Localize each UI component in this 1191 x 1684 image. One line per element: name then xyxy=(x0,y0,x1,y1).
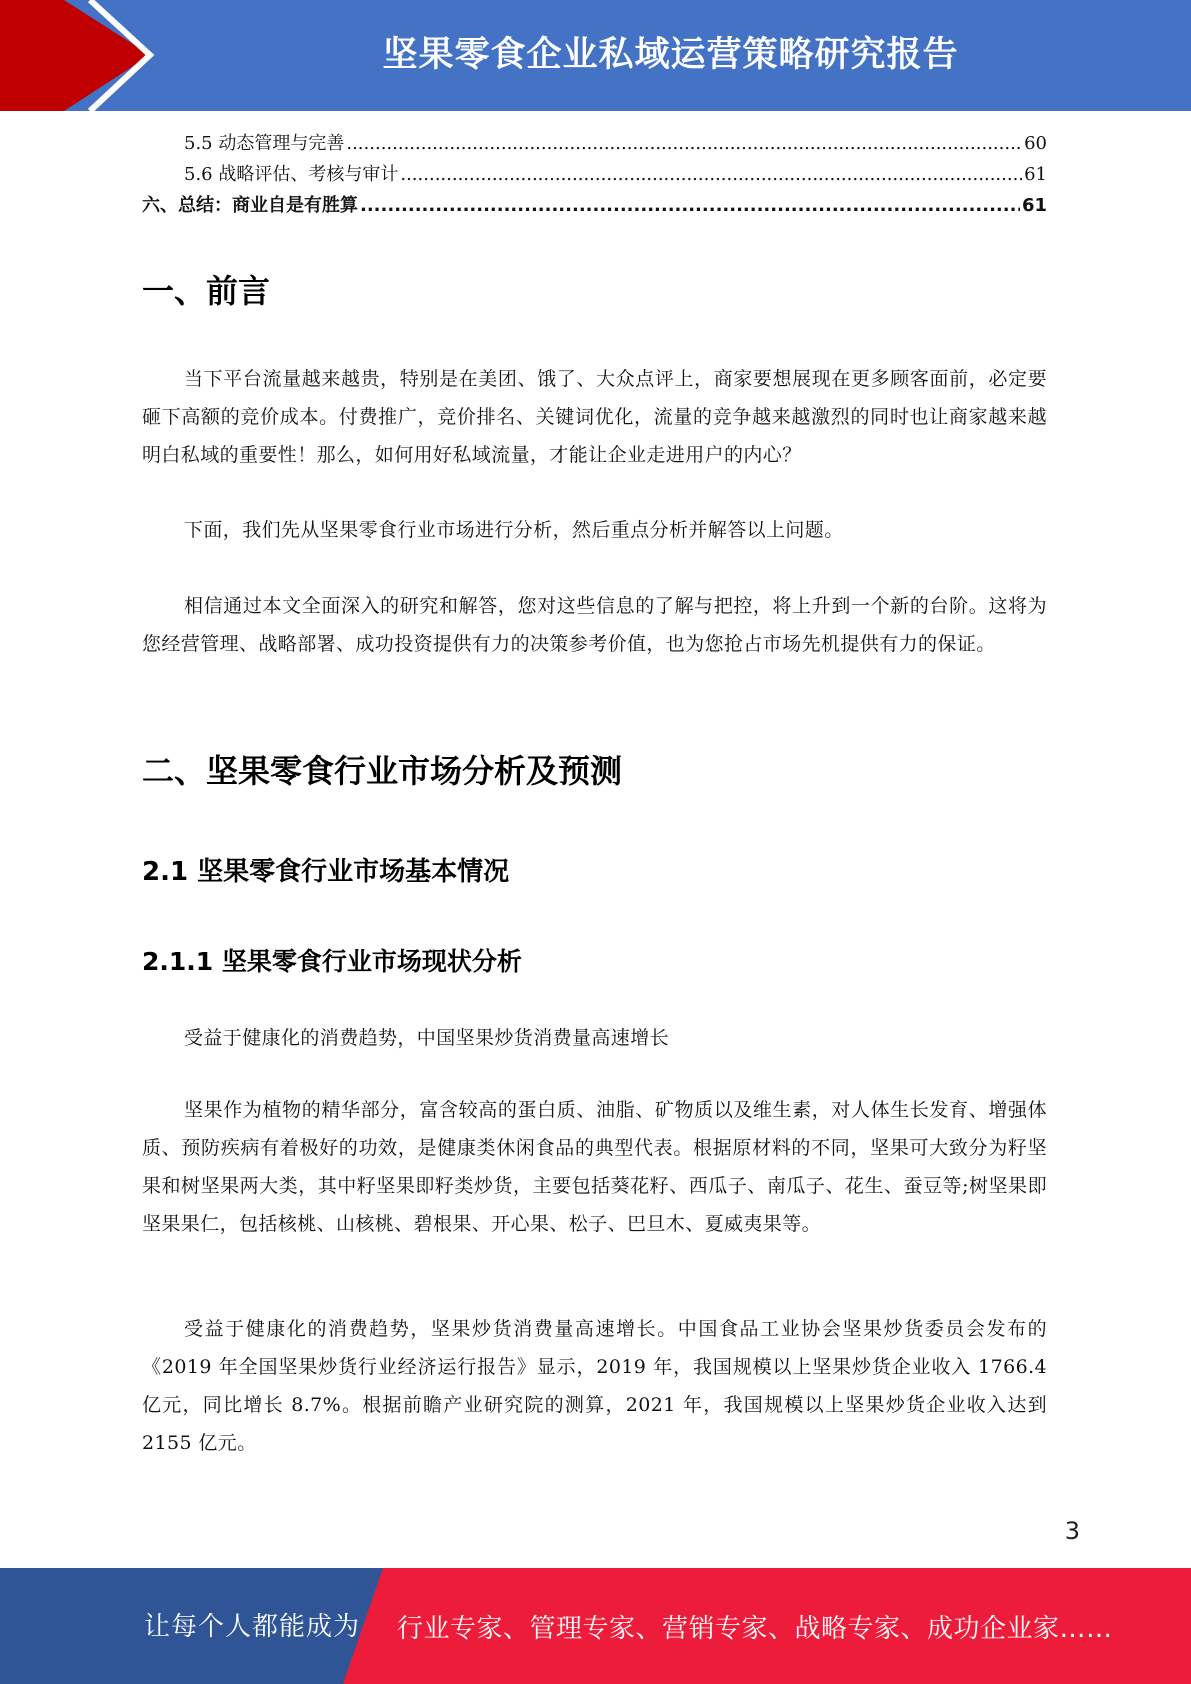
footer-slogan-left: 让每个人都能成为 xyxy=(144,1612,361,1642)
body-paragraph: 受益于健康化的消费趋势，坚果炒货消费量高速增长。中国食品工业协会坚果炒货委员会发布的《2019 年全国坚果炒货行业经济运行报告》显示，2019 年，我国规模以上坚果炒货企业收入 1766.4 亿元，同比增长 8.7%。根据前瞻产业研究院的测算，2021 年，我国规模以上坚果炒货企业收入达到 2155 亿元。 xyxy=(142,1318,1047,1454)
body-paragraph: 当下平台流量越来越贵，特别是在美团、饿了、大众点评上，商家要想展现在更多顾客面前，必定要砸下高额的竞价成本。付费推广，竞价排名、关键词优化，流量的竞争越来越激烈的同时也让商家越来越明白私域的重要性！那么，如何用好私域流量，才能让企业走进用户的内心？ xyxy=(142,368,1047,466)
toc-leader-dots xyxy=(360,195,1020,216)
toc-entry-page: 61 xyxy=(1024,164,1047,185)
toc-entry-page: 60 xyxy=(1024,133,1047,154)
body-paragraph: 相信通过本文全面深入的研究和解答，您对这些信息的了解与把控，将上升到一个新的台阶。这将为您经营管理、战略部署、成功投资提供有力的决策参考价值，也为您抢占市场先机提供有力的保证。 xyxy=(142,595,1047,655)
toc-entry-page: 61 xyxy=(1021,195,1047,216)
toc-entry[interactable] xyxy=(142,129,1047,160)
section-heading-market: 二、坚果零食行业市场分析及预测 xyxy=(142,752,623,790)
body-paragraph: 下面，我们先从坚果零食行业市场进行分析，然后重点分析并解答以上问题。 xyxy=(184,519,844,541)
report-title: 坚果零食企业私域运营策略研究报告 xyxy=(382,35,959,75)
footer-slogan-right: 行业专家、管理专家、营销专家、战略专家、成功企业家…… xyxy=(397,1614,1113,1644)
toc-entry[interactable] xyxy=(142,191,1047,222)
toc-entry-label: 5.5 动态管理与完善 xyxy=(184,133,345,154)
subsubsection-heading: 2.1.1 坚果零食行业市场现状分析 xyxy=(142,947,522,976)
toc-entry-label: 5.6 战略评估、考核与审计 xyxy=(184,164,399,185)
page-footer xyxy=(0,1568,1191,1684)
page-header xyxy=(0,0,1191,111)
subsection-heading: 2.1 坚果零食行业市场基本情况 xyxy=(142,857,510,887)
body-paragraph: 坚果作为植物的精华部分，富含较高的蛋白质、油脂、矿物质以及维生素，对人体生长发育、增强体质、预防疾病有着极好的功效，是健康类休闲食品的典型代表。根据原材料的不同，坚果可大致分为籽坚果和树坚果两大类，其中籽坚果即籽类炒货，主要包括葵花籽、西瓜子、南瓜子、花生、蚕豆等;树坚果即坚果果仁，包括核桃、山核桃、碧根果、开心果、松子、巴旦木、夏威夷果等。 xyxy=(142,1099,1047,1235)
table-of-contents xyxy=(142,129,1047,222)
page-number: 3 xyxy=(1064,1517,1080,1545)
toc-leader-dots xyxy=(346,133,1022,154)
toc-leader-dots xyxy=(400,164,1022,185)
body-paragraph: 受益于健康化的消费趋势，中国坚果炒货消费量高速增长 xyxy=(184,1027,670,1049)
toc-entry-label: 六、总结：商业自是有胜算 xyxy=(142,195,358,216)
section-heading-preface: 一、前言 xyxy=(142,272,271,310)
toc-entry[interactable] xyxy=(142,160,1047,191)
